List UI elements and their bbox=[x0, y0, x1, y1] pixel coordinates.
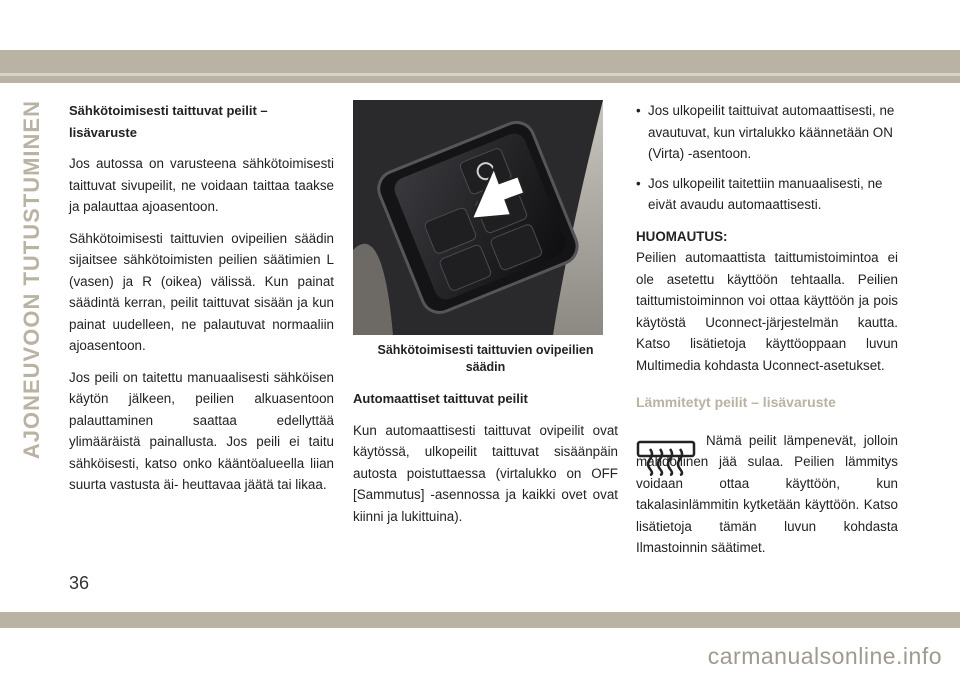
top-header bbox=[0, 0, 960, 50]
page-number: 36 bbox=[69, 573, 90, 593]
caption-line: säädin bbox=[465, 360, 506, 374]
door-panel-illustration bbox=[353, 100, 603, 335]
bullet-item: • Jos ulkopeilit taitettiin manuaalisesti, ne eivät avaudu automaattisesti. bbox=[636, 173, 898, 216]
column-2 bbox=[353, 100, 618, 537]
top-band bbox=[0, 50, 960, 83]
top-band-line bbox=[0, 73, 960, 76]
paragraph: Nämä peilit lämpenevät, jolloin mahdollinen jää sulaa. Peilien lämmitys voidaan ottaa käyttöön, kun takalasinlämmitin kytketään käyttöön. Katso lisätietoja tämän luvun kohdasta Ilmastoinnin säätimet. bbox=[636, 432, 898, 555]
mirror-heater-icon bbox=[636, 440, 696, 476]
section-heading-automatic-mirrors: Automaattiset taittuvat peilit bbox=[353, 391, 528, 406]
heated-mirrors-block bbox=[636, 430, 898, 559]
column-1 bbox=[69, 100, 334, 506]
section-heading-heated-mirrors: Lämmitetyt peilit – lisävaruste bbox=[636, 394, 836, 410]
mirror-switch-photo bbox=[353, 100, 603, 335]
paragraph: Kun automaattisesti taittuvat ovipeilit ovat käytössä, ulkopeilit taittuvat sisäänpäin autosta poistuttaessa (virtalukko on OFF [Sammutus] -asennossa ja kaikki ovet ovat kiinni ja lukittuina). bbox=[353, 422, 618, 524]
column-3 bbox=[636, 100, 898, 559]
chapter-title-text: AJONEUVOON TUTUSTUMINEN bbox=[19, 100, 44, 460]
bullet-item: • Jos ulkopeilit taittuivat automaattisesti, ne avautuvat, kun virtalukko käännetään ON (Virta) -asentoon. bbox=[636, 100, 898, 165]
caption-line: Sähkötoimisesti taittuvien ovipeilien bbox=[377, 343, 594, 357]
note-text: Peilien automaattista taittumistoimintoa ei ole asetettu käyttöön tehtaalla. Peilien taittumistoiminnon voi ottaa käyttöön ja pois käytöstä Uconnect-järjestelmän kautta. Katso lisätietoja käyttöoppaan luvun Multimedia kohdasta Uconnect-asetukset. bbox=[636, 250, 898, 373]
chapter-side-title bbox=[19, 100, 49, 530]
paragraph: Jos autossa on varusteena sähkötoimisesti taittuvat sivupeilit, ne voidaan taittaa taakse ja palauttaa ajoasentoon. bbox=[69, 156, 334, 214]
bottom-band bbox=[0, 612, 960, 628]
section-heading-folding-mirrors: Sähkötoimisesti taittuvat peilit – lisävaruste bbox=[69, 103, 268, 140]
watermark-text[interactable]: carmanualsonline.info bbox=[707, 643, 942, 669]
photo-caption bbox=[353, 342, 618, 376]
paragraph: Jos peili on taitettu manuaalisesti sähköisen käytön jälkeen, peilien alkuasentoon palauttaminen saattaa edellyttää ylimääräistä painallusta. Jos peili ei taitu sähköisesti, katso onko kääntöalueella liian suurta vastusta äi- heuttavaa jäätä tai likaa. bbox=[69, 369, 334, 492]
paragraph: Sähkötoimisesti taittuvien ovipeilien säädin sijaitsee sähkötoimisten peilien säätimien L (vasen) ja R (oikea) välissä. Kun painat säädintä kerran, peilit taittuvat sisään ja kun painat uudelleen, ne palautuvat normaaliin ajoasentoon. bbox=[69, 230, 334, 353]
note-heading: HUOMAUTUS: bbox=[636, 228, 728, 244]
